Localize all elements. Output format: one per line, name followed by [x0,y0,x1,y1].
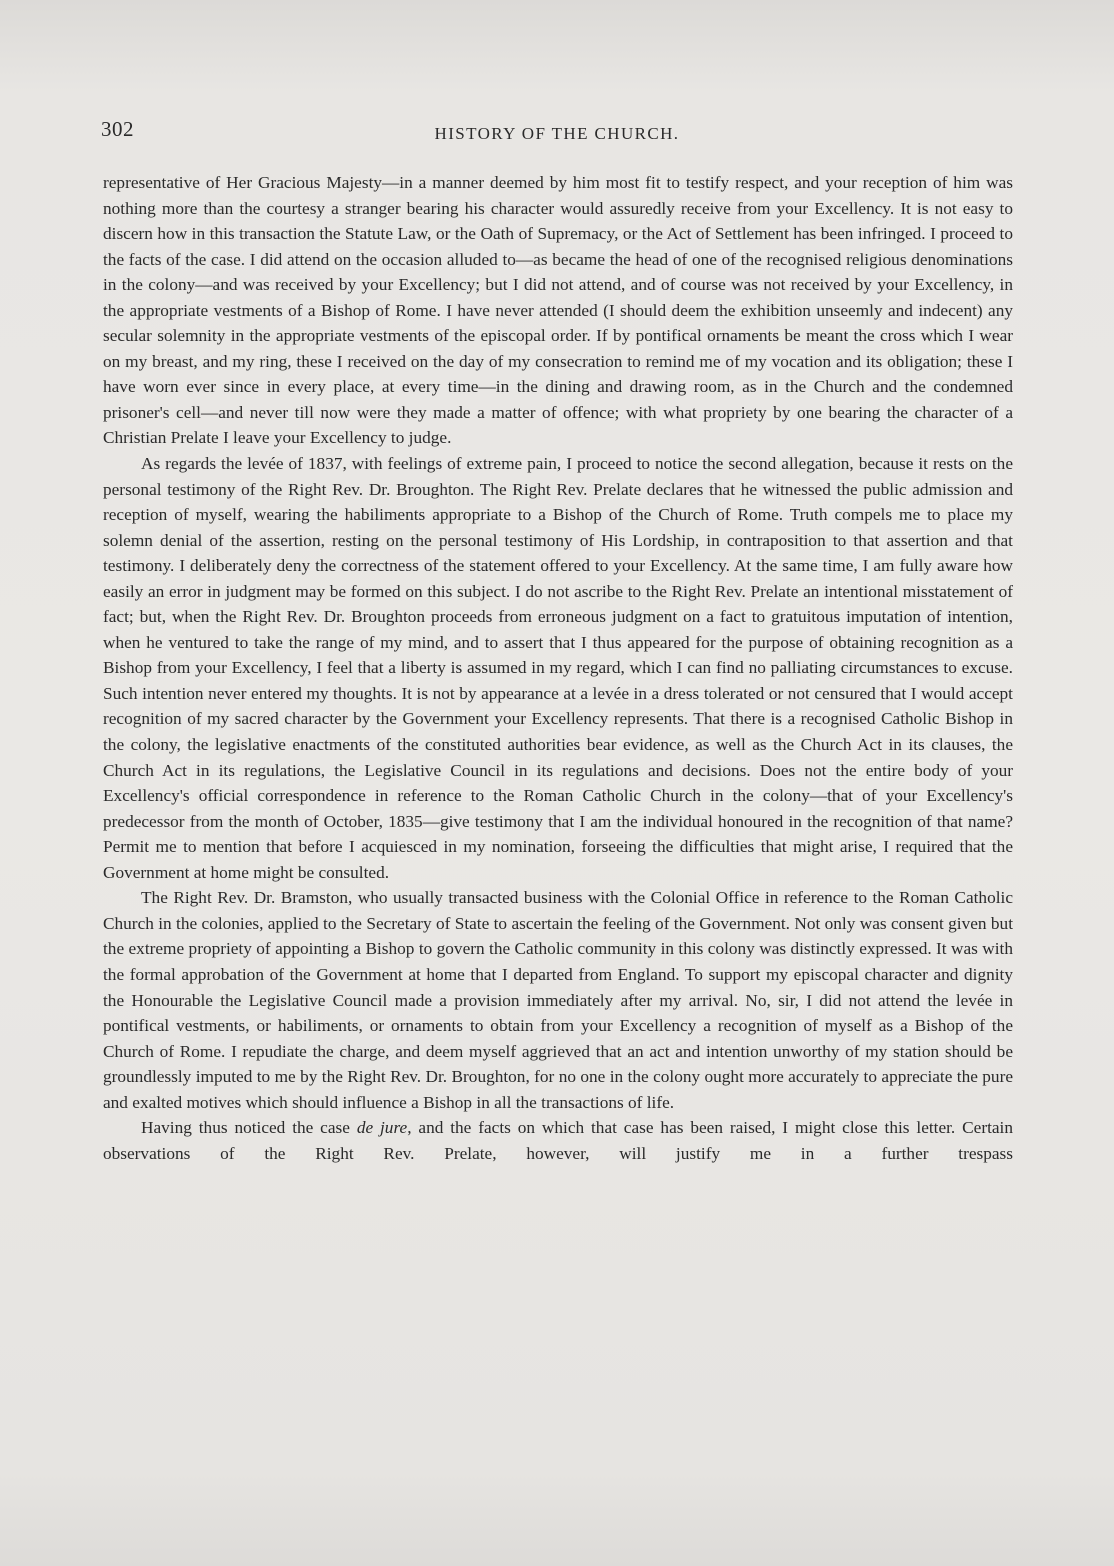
closing-text-italic: de jure [356,1118,408,1138]
closing-text-after: , and the facts on which that case has been raised, I might close this letter. Certain observations of the Right Rev. Prelate, however, will justify me in a further trespass [103,1118,1014,1163]
page-number: 302 [101,117,134,141]
closing-text-before: Having thus noticed the case [141,1118,357,1138]
paragraph-closing [103,1115,1013,1166]
body-text [103,170,1013,1166]
running-title: HISTORY OF THE CHURCH. [434,124,680,143]
paragraph-bramston: The Right Rev. Dr. Bramston, who usually transacted business with the Colonial Office in reference to the Roman Catholic Church in the colonies, applied to the Secretary of State to ascertain the feeling of the Government. Not only was consent given but the extreme propriety of appointing a Bishop to govern the Catholic community in this colony was distinctly expressed. It was with the formal approbation of the Government at home that I departed from England. To support my episcopal character and dignity the Honourable the Legislative Council made a provision immediately after my arrival. No, sir, I did not attend the levée in pontifical vestments, or habiliments, or ornaments to obtain from your Excellency a recognition of myself as a Bishop of the Church of Rome. I repudiate the charge, and deem myself aggrieved that an act and intention unworthy of my station should be groundlessly imputed to me by the Right Rev. Dr. Broughton, for no one in the colony ought more accurately to appreciate the pure and exalted motives which should influence a Bishop in all the transactions of life. [103,888,1013,1112]
paragraph-continuation: representative of Her Gracious Majesty—in a manner deemed by him most fit to testify respect, and your reception of him was nothing more than the courtesy a stranger bearing his character would assuredly receive from your Excellency. It is not easy to discern how in this transaction the Statute Law, or the Oath of Supremacy, or the Act of Settlement has been infringed. I proceed to the facts of the case. I did attend on the occasion alluded to—as became the head of one of the recognised religious denominations in the colony—and was received by your Excellency; but I did not attend, and of course was not received by your Excellency, in the appropriate vestments of a Bishop of Rome. I have never attended (I should deem the exhibition unseemly and indecent) any secular solemnity in the appropriate vestments of the episcopal order. If by pontifical ornaments be meant the cross which I wear on my breast, and my ring, these I received on the day of my consecration to remind me of my vocation and its obligation; these I have worn ever since in every place, at every time—in the dining and drawing room, as in the Church and the condemned prisoner's cell—and never till now were they made a matter of offence; with what propriety by one bearing the character of a Christian Prelate I leave your Excellency to judge. [103,173,1013,448]
paragraph-levee-1837: As regards the levée of 1837, with feelings of extreme pain, I proceed to notice the second allegation, because it rests on the personal testimony of the Right Rev. Dr. Broughton. The Right Rev. Prelate declares that he witnessed the public admission and reception of myself, wearing the habiliments appropriate to a Bishop of the Church of Rome. Truth compels me to place my solemn denial of the assertion, resting on the personal testimony of His Lordship, in contraposition to that assertion and that testimony. I deliberately deny the correctness of the statement offered to your Excellency. At the same time, I am fully aware how easily an error in judgment may be formed on this subject. I do not ascribe to the Right Rev. Prelate an intentional misstatement of fact; but, when the Right Rev. Dr. Broughton proceeds from erroneous judgment on a fact to gratuitous imputation of intention, when he ventured to take the range of my mind, and to assert that I thus appeared for the purpose of obtaining recognition as a Bishop from your Excellency, I feel that a liberty is assumed in my regard, which I can find no palliating circumstances to excuse. Such intention never entered my thoughts. It is not by appearance at a levée in a dress tolerated or not censured that I would accept recognition of my sacred character by the Government your Excellency represents. That there is a recognised Catholic Bishop in the colony, the legislative enactments of the constituted authorities bear evidence, as well as the Church Act in its clauses, the Church Act in its regulations, the Legislative Council in its regulations and decisions. Does not the entire body of your Excellency's official correspondence in reference to the Roman Catholic Church in the colony—that of your Excellency's predecessor from the month of October, 1835—give testimony that I am the individual honoured in the recognition of that name? Permit me to mention that before I acquiesced in my nomination, forseeing the difficulties that might arise, I required that the Government at home might be consulted. [103,454,1013,882]
